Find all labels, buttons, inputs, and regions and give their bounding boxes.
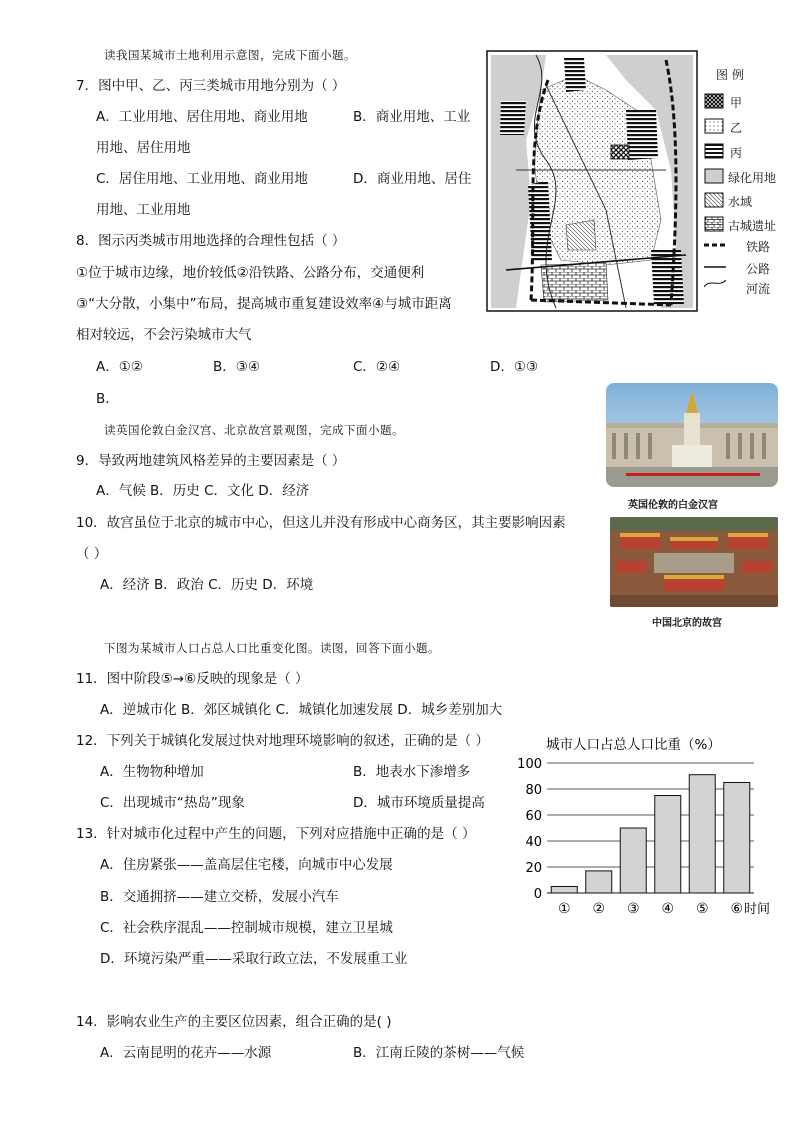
- q13-option-a: A．住房紧张——盖高层住宅楼，向城市中心发展: [100, 857, 393, 873]
- q10-options: A．经济 B．政治 C．历史 D．环境: [100, 577, 314, 593]
- chart-title: 城市人口占总人口比重（%）: [546, 737, 721, 753]
- x-axis-label: 时间: [744, 902, 771, 917]
- q14-option-a: A．云南昆明的花卉——水源: [100, 1045, 272, 1061]
- q8-option-a: A．①②: [96, 359, 143, 375]
- land-use-map: [486, 50, 698, 312]
- q8-option-d: D．①③: [490, 359, 539, 375]
- legend-swatches: [704, 92, 726, 288]
- legend-green: 绿化用地: [728, 171, 777, 185]
- x-tick-label: ③: [626, 901, 640, 917]
- y-tick-label: 20: [525, 861, 542, 876]
- x-tick-label: ⑥: [730, 901, 744, 917]
- q8-option-c: C．②④: [353, 359, 401, 375]
- legend-river: 河流: [746, 282, 771, 296]
- legend-road: 公路: [746, 262, 771, 276]
- forbidden-city-caption: 中国北京的故宫: [652, 618, 722, 629]
- q9-options: A．气候 B．历史 C．文化 D．经济: [96, 483, 310, 499]
- q10-stem: 10．故宫虽位于北京的城市中心，但这儿并没有形成中心商务区，其主要影响因素: [76, 515, 566, 531]
- q14-stem: 14．影响农业生产的主要区位因素，组合正确的是( ): [76, 1014, 392, 1030]
- buckingham-photo: [606, 383, 778, 487]
- q7-option-b: B．商业用地、工业: [353, 109, 471, 125]
- q8-stem: 8．图示丙类城市用地选择的合理性包括（ ）: [76, 233, 346, 249]
- q8-line-3: 相对较远，不会污染城市大气: [76, 327, 252, 343]
- q7-option-c: C．居住用地、工业用地、商业用地: [96, 171, 308, 187]
- bar-2: [586, 871, 612, 893]
- legend-title: 图 例: [716, 68, 744, 82]
- y-tick-label: 0: [533, 887, 542, 902]
- legend-rail: 铁路: [746, 240, 771, 254]
- q8-option-b: B．③④: [213, 359, 260, 375]
- q12-option-c: C．出现城市“热岛”现象: [100, 795, 245, 811]
- q7-option-a: A．工业用地、居住用地、商业用地: [96, 109, 308, 125]
- q12-option-d: D．城市环境质量提高: [353, 795, 485, 811]
- intro-map: 读我国某城市土地利用示意图，完成下面小题。: [104, 48, 356, 62]
- q13-option-b: B．交通拥挤——建立交桥，发展小汽车: [100, 889, 339, 905]
- y-tick-label: 100: [517, 757, 542, 772]
- q14-option-b: B．江南丘陵的茶树——气候: [353, 1045, 525, 1061]
- q8-line-2: ③“大分散，小集中”布局，提高城市重复建设效率④与城市距离: [76, 296, 452, 312]
- x-tick-label: ⑤: [695, 901, 709, 917]
- bar-5: [689, 775, 715, 893]
- x-tick-label: ④: [661, 901, 675, 917]
- q11-stem: 11．图中阶段⑤→⑥反映的现象是（ ）: [76, 671, 309, 687]
- q7-option-d: D．商业用地、居住: [353, 171, 472, 187]
- intro-photos: 读英国伦敦白金汉宫、北京故宫景观图，完成下面小题。: [104, 423, 404, 437]
- y-tick-label: 80: [525, 783, 542, 798]
- y-tick-label: 40: [525, 835, 542, 850]
- q13-option-c: C．社会秩序混乱——控制城市规模，建立卫星城: [100, 920, 393, 936]
- q11-options: A．逆城市化 B．郊区城镇化 C．城镇化加速发展 D．城乡差别加大: [100, 702, 503, 718]
- legend-ruins: 古城遗址: [728, 219, 777, 233]
- q13-stem: 13．针对城市化过程中产生的问题，下列对应措施中正确的是（ ）: [76, 826, 476, 842]
- q8-stray-label: B．: [96, 391, 119, 407]
- y-tick-label: 60: [525, 809, 542, 824]
- forbidden-city-photo: [610, 517, 778, 607]
- q7-option-d-cont: 用地、工业用地: [96, 202, 191, 218]
- x-tick-label: ②: [592, 901, 606, 917]
- q9-stem: 9．导致两地建筑风格差异的主要因素是（ ）: [76, 453, 346, 469]
- legend-yi: 乙: [730, 121, 743, 135]
- q13-option-d: D．环境污染严重——采取行政立法，不发展重工业: [100, 951, 408, 967]
- q10-paren: （ ）: [76, 546, 108, 562]
- buckingham-caption: 英国伦敦的白金汉宫: [628, 500, 718, 511]
- intro-chart: 下图为某城市人口占总人口比重变化图。读图，回答下面小题。: [104, 641, 440, 655]
- q12-option-b: B．地表水下渗增多: [353, 764, 471, 780]
- bar-4: [655, 796, 681, 894]
- legend-water: 水域: [728, 195, 753, 209]
- legend-bing: 丙: [730, 146, 743, 160]
- q12-option-a: A．生物物种增加: [100, 764, 204, 780]
- bar-3: [620, 828, 646, 893]
- x-tick-label: ①: [557, 901, 571, 917]
- bar-1: [551, 887, 577, 894]
- q7-option-b-cont: 用地、居住用地: [96, 140, 191, 156]
- q7-stem: 7．图中甲、乙、丙三类城市用地分别为（ ）: [76, 78, 346, 94]
- q8-line-1: ①位于城市边缘，地价较低②沿铁路、公路分布，交通便利: [76, 265, 425, 281]
- q12-stem: 12．下列关于城镇化发展过快对地理环境影响的叙述，正确的是（ ）: [76, 733, 489, 749]
- bar-6: [724, 783, 750, 894]
- legend-jia: 甲: [730, 96, 743, 110]
- urban-population-chart: [500, 730, 790, 925]
